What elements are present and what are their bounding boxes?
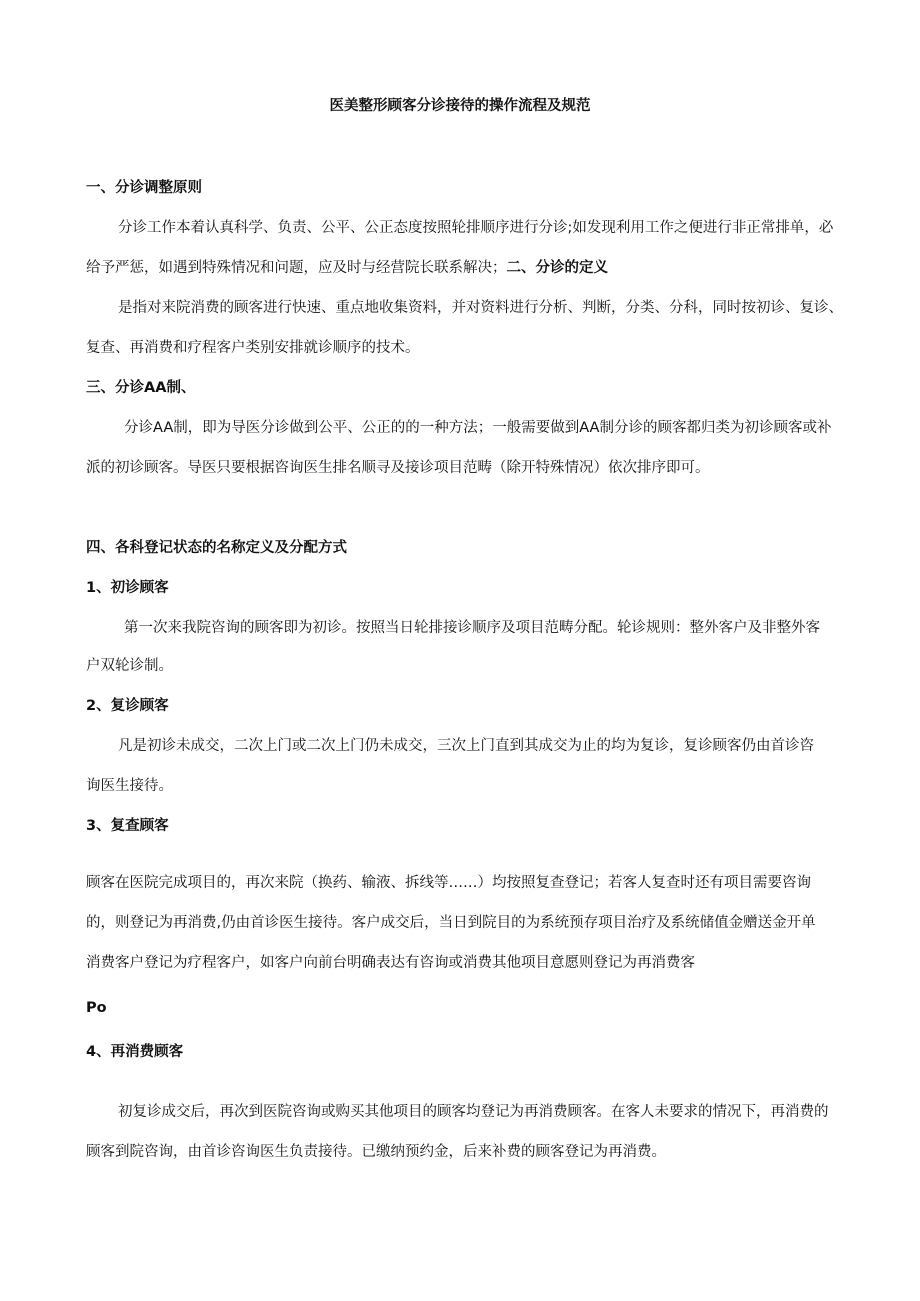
section-1-paragraph-line-2 [86,258,608,278]
subsection-4-paragraph-line-2: 顾客到院咨询，由首诊咨询医生负责接待。已缴纳预约金，后来补费的顾客登记为再消费。 [86,1144,666,1160]
section-2-heading: 二、分诊的定义 [506,260,608,276]
section-2-paragraph-line-1: 是指对来院消费的顾客进行快速、重点地收集资料，并对资料进行分析、判断，分类、分科，同时按初诊、复诊、 [118,300,843,316]
section-1-paragraph-line-1: 分诊工作本着认真科学、负责、公平、公正态度按照轮排顺序进行分诊;如发现利用工作之便进行非正常排单，必 [118,220,834,236]
subsection-2-paragraph-line-2: 询医生接待。 [86,778,173,794]
section-3-paragraph-line-2: 派的初诊顾客。导医只要根据咨询医生排名顺寻及接诊项目范畴（除开特殊情况）依次排序即可。 [86,460,710,476]
subsection-4-paragraph-line-1: 初复诊成交后，再次到医院咨询或购买其他项目的顾客均登记为再消费顾客。在客人未要求的情况下，再消费的 [118,1104,829,1120]
subsection-3-paragraph-line-3: 消费客户登记为疗程客户，如客户向前台明确表达有咨询或消费其他项目意愿则登记为再消费客 [86,955,695,971]
subsection-1-heading: 1、初诊顾客 [86,580,169,596]
subsection-1-paragraph-line-2: 户双轮诊制。 [86,658,173,674]
section-3-heading: 三、分诊AA制、 [86,380,196,396]
subsection-2-paragraph-line-1: 凡是初诊未成交，二次上门或二次上门仍未成交，三次上门直到其成交为止的均为复诊，复诊顾客仍由首诊咨 [118,738,814,754]
section-1-paragraph-text: 给予严惩，如遇到特殊情况和问题，应及时与经营院长联系解决； [86,260,507,276]
subsection-3-heading: 3、复查顾客 [86,818,169,834]
subsection-1-paragraph-line-1: 第一次来我院咨询的顾客即为初诊。按照当日轮排接诊顺序及项目范畴分配。轮诊规则：整外客户及非整外客 [124,620,820,636]
subsection-3-paragraph-line-2: 的，则登记为再消费,仍由首诊医生接待。客户成交后，当日到院目的为系统预存项目治疗及系统储值金赠送金开单 [86,915,816,931]
subsection-2-heading: 2、复诊顾客 [86,698,169,714]
subsection-3-paragraph-line-1: 顾客在医院完成项目的，再次来院（换药、输液、拆线等……）均按照复查登记；若客人复查时还有项目需要咨询 [86,875,811,891]
subsection-3-fragment: Po [86,1000,107,1016]
section-2-paragraph-line-2: 复查、再消费和疗程客户类别安排就诊顺序的技术。 [86,340,420,356]
section-4-heading: 四、各科登记状态的名称定义及分配方式 [86,540,347,556]
subsection-4-heading: 4、再消费顾客 [86,1044,184,1060]
document-title: 医美整形顾客分诊接待的操作流程及规范 [329,98,591,114]
section-1-heading: 一、分诊调整原则 [86,180,202,196]
section-3-paragraph-line-1: 分诊AA制，即为导医分诊做到公平、公正的的一种方法；一般需要做到AA制分诊的顾客都归类为初诊顾客或补 [124,420,832,436]
